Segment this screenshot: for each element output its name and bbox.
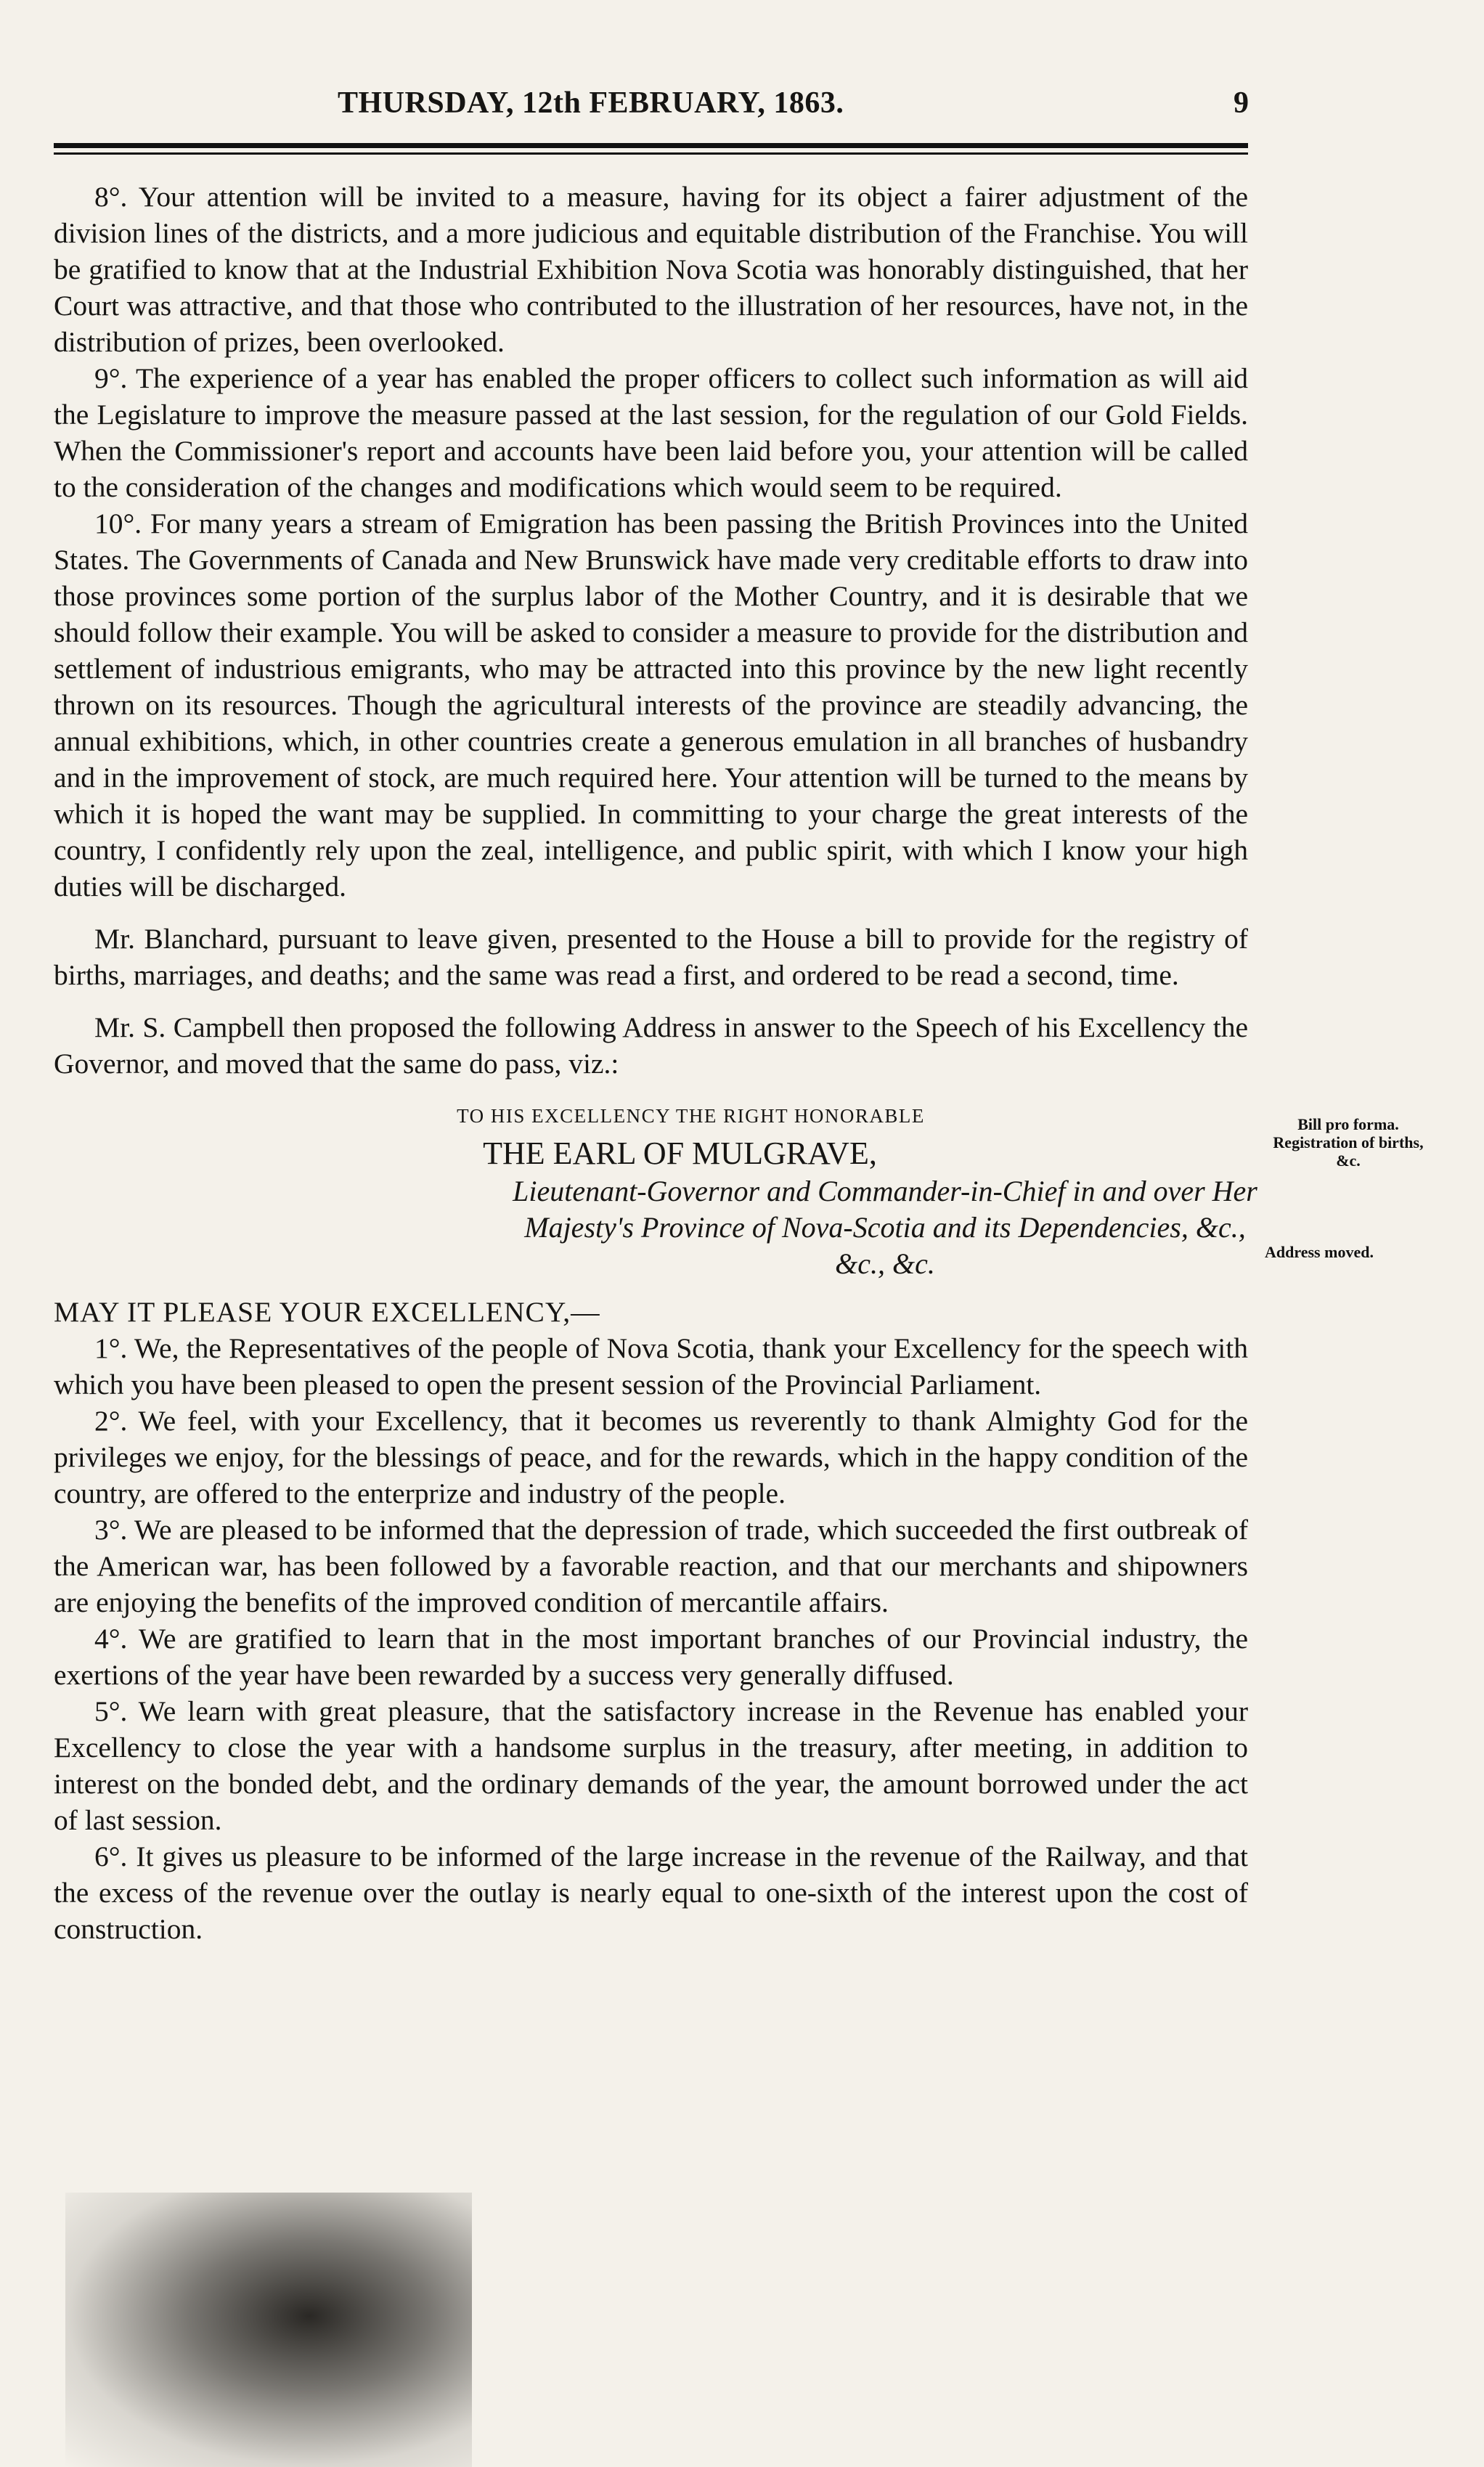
- reply-paragraph-6: 6°. It gives us pleasure to be informed of the large increase in the revenue of the Railway, and that the excess of the revenue over the outlay is nearly equal to one-sixth of the interest upon the cost of construction.: [54, 1840, 1248, 1945]
- reply-paragraph-1: 1°. We, the Representatives of the people of Nova Scotia, thank your Excellency for the speech with which you have been pleased to open the present session of the Provincial Parliament.: [54, 1332, 1248, 1400]
- page-number: 9: [1234, 86, 1249, 120]
- ink-smudge: [65, 2193, 472, 2467]
- reply-paragraph-3: 3°. We are pleased to be informed that the depression of trade, which succeeded the first outbreak of the American war, has been followed by a favorable reaction, and that our merchants and shipowners are enjoying the benefits of the improved condition of mercantile affairs.: [54, 1514, 1248, 1618]
- paragraph-9: 9°. The experience of a year has enabled the proper officers to collect such information as will aid the Legislature to improve the measure passed at the last session, for the regulation of our Gold Fields. When the Commissioner's report and accounts have been laid before you, your attention will be called to the consideration of the changes and modifications which would seem to be required.: [54, 362, 1248, 503]
- paragraph-10: 10°. For many years a stream of Emigration has been passing the British Provinces into the United States. The Governments of Canada and New Brunswick have made very creditable efforts to draw into those provinces some portion of the surplus labor of the Mother Country, and it is desirable that we should follow their example. You will be asked to consider a measure to provide for the distribution and settlement of industrious emigrants, who may be attracted into this province by the new light recently thrown on its resources. Though the agricultural interests of the province are steadily advancing, the annual exhibitions, which, in other countries create a generous emulation in all branches of husbandry and in the improvement of stock, are much required here. Your attention will be turned to the means by which it is hoped the want may be supplied. In committing to your charge the great interests of the country, I confidently rely upon the zeal, intelligence, and public spirit, with which I know your high duties will be discharged.: [54, 507, 1248, 902]
- header-rule-thick: [54, 143, 1248, 148]
- reply-paragraph-4: 4°. We are gratified to learn that in the most important branches of our Provincial industry, the exertions of the year have been rewarded by a success very generally diffused.: [54, 1623, 1248, 1691]
- page-header: [51, 86, 1249, 129]
- paragraph-campbell: Mr. S. Campbell then proposed the following Address in answer to the Speech of his Excellency the Governor, and moved that the same do pass, viz.:: [54, 1011, 1248, 1080]
- reply-paragraph-5: 5°. We learn with great pleasure, that the satisfactory increase in the Revenue has enabled your Excellency to close the year with a handsome surplus in the treasury, after meeting, in addition to interest on the bonded debt, and the ordinary demands of the year, the amount borrowed under the act of last session.: [54, 1695, 1248, 1836]
- reply-paragraph-2: 2°. We feel, with your Excellency, that it becomes us reverently to thank Almighty God for the privileges we enjoy, for the blessings of peace, and for the rewards, which in the happy condition of the country, are offered to the enterprize and industry of the people.: [54, 1405, 1248, 1509]
- header-rule-thin: [54, 152, 1248, 155]
- margin-note-address-moved: Address moved.: [1265, 1243, 1374, 1261]
- margin-note-bill-label: Bill pro forma.: [1297, 1115, 1399, 1133]
- address-recipient-title: Lieutenant-Governor and Commander-in-Chief in and over Her Majesty's Province of Nova-Scotia and its Dependencies, &c., &c., &c.: [513, 1175, 1257, 1280]
- salutation: MAY IT PLEASE YOUR EXCELLENCY,—: [54, 1296, 600, 1328]
- paragraph-blanchard: Mr. Blanchard, pursuant to leave given, presented to the House a bill to provide for the registry of births, marriages, and deaths; and the same was read a first, and ordered to be read a second, time.: [54, 923, 1248, 991]
- address-recipient-line: TO HIS EXCELLENCY THE RIGHT HONORABLE: [457, 1105, 925, 1127]
- header-date: THURSDAY, 12th FEBRUARY, 1863.: [338, 86, 844, 120]
- paragraph-8: 8°. Your attention will be invited to a measure, having for its object a fairer adjustment of the division lines of the districts, and a more judicious and equitable distribution of the Franchise. You will be gratified to know that at the Industrial Exhibition Nova Scotia was honorably distinguished, that her Court was attractive, and that those who contributed to the illustration of her resources, have not, in the distribution of prizes, been overlooked.: [54, 181, 1248, 358]
- margin-note-bill: [1265, 1115, 1432, 1170]
- address-recipient-name: THE EARL OF MULGRAVE,: [483, 1135, 877, 1171]
- document-body: [54, 179, 1257, 1947]
- margin-note-bill-detail: Registration of births, &c.: [1273, 1133, 1424, 1170]
